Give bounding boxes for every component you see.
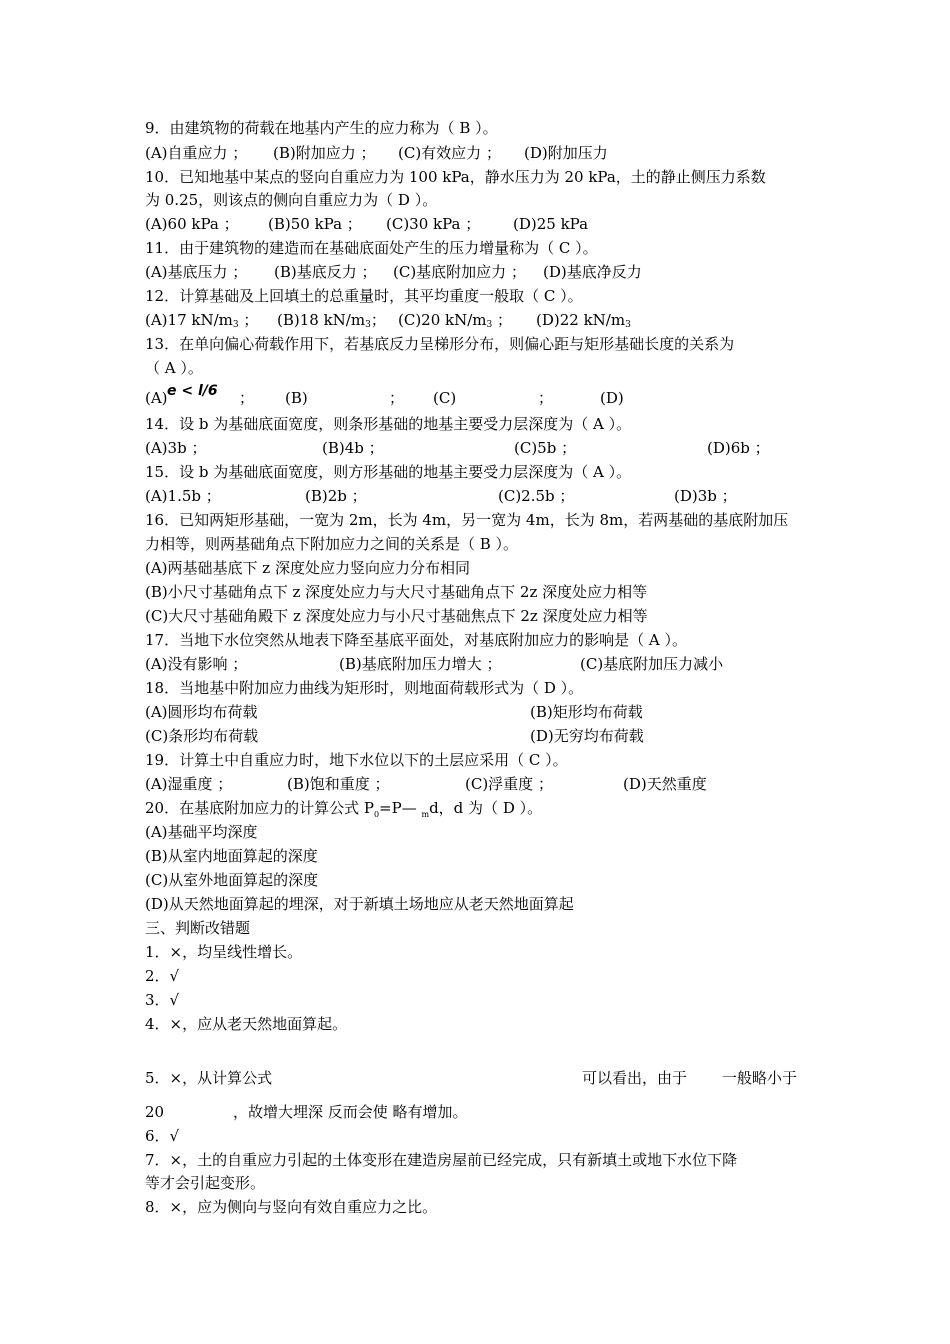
- q14-option-c: (C)5b ；: [514, 439, 577, 457]
- q10-stem-2: 为 0.25，则该点的侧向自重应力为（ D ）。: [145, 191, 438, 209]
- answer-6: 6．√: [145, 1127, 180, 1145]
- q15-option-a: (A)1.5b ；: [145, 487, 221, 505]
- q13-option-c-separator: ；: [538, 389, 554, 407]
- q13-option-a-separator: ；: [239, 389, 255, 407]
- answer-5-part-1: 5．×，从计算公式: [145, 1069, 273, 1087]
- answer-5-part-4: 20: [145, 1103, 165, 1121]
- answer-2: 2．√: [145, 967, 180, 985]
- q17-option-c: (C)基底附加压力减小: [580, 655, 724, 673]
- q16-option-c: (C)大尺寸基础角殿下 z 深度处应力与小尺寸基础焦点下 2z 深度处应力相等: [145, 607, 648, 625]
- q10-stem-1: 10．已知地基中某点的竖向自重应力为 100 kPa，静水压力为 20 kPa，土的静止侧压力系数: [145, 168, 766, 186]
- q19-option-c: (C)浮重度 ；: [465, 775, 553, 793]
- q10-option-c: (C)30 kPa ；: [386, 215, 481, 233]
- q16-option-b: (B)小尺寸基础角点下 z 深度处应力与大尺寸基础角点下 2z 深度处应力相等: [145, 583, 648, 601]
- q18-stem: 18．当地基中附加应力曲线为矩形时，则地面荷载形式为（ D ）。: [145, 679, 584, 697]
- q10-option-a: (A)60 kPa ；: [145, 215, 239, 233]
- q18-option-c: (C)条形均布荷载: [145, 727, 259, 745]
- q13-stem-1: 13．在单向偏心荷载作用下，若基底反力呈梯形分布，则偏心距与矩形基础长度的关系为: [145, 335, 735, 353]
- q13-option-a: (A): [145, 389, 168, 407]
- q13-stem-2: （ A ）。: [145, 359, 203, 377]
- q19-option-b: (B)饱和重度 ；: [287, 775, 390, 793]
- q11-option-d: (D)基底净反力: [543, 263, 642, 281]
- q18-option-b: (B)矩形均布荷载: [530, 703, 643, 721]
- q12-option-d: (D)22 $kN/m^3$: [536, 311, 631, 330]
- answer-7-line-1: 7．×，土的自重应力引起的土体变形在建造房屋前已经完成，只有新填土或地下水位下降: [145, 1151, 738, 1169]
- q16-option-a: (A)两基础基底下 z 深度处应力竖向应力分布相同: [145, 559, 470, 577]
- q20-option-d: (D)从天然地面算起的埋深，对于新填土场地应从老天然地面算起: [145, 895, 574, 913]
- q9-stem: 9．由建筑物的荷载在地基内产生的应力称为（ B ）。: [145, 119, 498, 137]
- q14-stem: 14．设 b 为基础底面宽度，则条形基础的地基主要受力层深度为（ A ）。: [145, 415, 632, 433]
- section-heading: 三、判断改错题: [145, 919, 251, 937]
- q15-option-d: (D)3b ；: [674, 487, 737, 505]
- q10-option-d: (D)25 kPa: [513, 215, 589, 233]
- answer-5-part-5: ，故增大埋深 反而会使 略有增加。: [233, 1103, 468, 1121]
- answer-4: 4．×，应从老天然地面算起。: [145, 1015, 348, 1033]
- q16-stem-2: 力相等，则两基础角点下附加应力之间的关系是（ B ）。: [145, 535, 519, 553]
- q9-option-b: (B)附加应力 ；: [273, 144, 376, 162]
- q9-option-d: (D)附加压力: [524, 144, 608, 162]
- q10-option-b: (B)50 kPa ；: [268, 215, 362, 233]
- answer-8: 8．×，应为侧向与竖向有效自重应力之比。: [145, 1198, 438, 1216]
- q13-handwritten-formula: e < l/6: [167, 383, 218, 399]
- q15-option-c: (C)2.5b ；: [498, 487, 575, 505]
- q9-option-c: (C)有效应力 ；: [398, 144, 501, 162]
- q14-option-b: (B)4b ；: [322, 439, 384, 457]
- q13-option-c: (C): [433, 389, 457, 407]
- answer-3: 3．√: [145, 991, 180, 1009]
- q11-option-a: (A)基底压力 ；: [145, 263, 248, 281]
- q17-option-a: (A)没有影响 ；: [145, 655, 248, 673]
- q19-option-a: (A)湿重度 ；: [145, 775, 233, 793]
- q13-option-b-separator: ；: [389, 389, 405, 407]
- q12-option-c: (C)20 $kN/m^3$ ；: [398, 311, 513, 330]
- q11-option-c: (C)基底附加应力 ；: [393, 263, 526, 281]
- q14-option-a: (A)3b ；: [145, 439, 207, 457]
- q20-option-b: (B)从室内地面算起的深度: [145, 847, 318, 865]
- q13-option-d: (D): [600, 389, 624, 407]
- q20-option-a: (A)基础平均深度: [145, 823, 258, 841]
- q9-option-a: (A)自重应力 ；: [145, 144, 248, 162]
- q12-option-a: (A)17 $kN/m^3$ ；: [145, 311, 259, 330]
- q18-option-d: (D)无穷均布荷载: [530, 727, 644, 745]
- q14-option-d: (D)6b ；: [707, 439, 770, 457]
- q11-stem: 11．由于建筑物的建造而在基础底面处产生的压力增量称为（ C ）。: [145, 239, 598, 257]
- q17-stem: 17．当地下水位突然从地表下降至基底平面处，对基底附加应力的影响是（ A ）。: [145, 631, 687, 649]
- q15-option-b: (B)2b ；: [305, 487, 367, 505]
- q18-option-a: (A)圆形均布荷载: [145, 703, 258, 721]
- q12-stem: 12．计算基础及上回填土的总重量时，其平均重度一般取（ C ）。: [145, 287, 583, 305]
- q17-option-b: (B)基底附加压力增大 ；: [339, 655, 502, 673]
- q19-option-d: (D)天然重度: [623, 775, 707, 793]
- q12-option-b: (B)18 $kN/m^3$；: [277, 311, 386, 330]
- q11-option-b: (B)基底反力 ；: [274, 263, 377, 281]
- answer-5-part-3: 一般略小于: [722, 1069, 798, 1087]
- q19-stem: 19．计算土中自重应力时，地下水位以下的土层应采用（ C ）。: [145, 751, 568, 769]
- q20-option-c: (C)从室外地面算起的深度: [145, 871, 319, 889]
- answer-7-line-2: 等才会引起变形。: [145, 1174, 266, 1192]
- q20-stem: 20．在基底附加应力的计算公式 $P_0=P—$ $_m$d，d 为（ D ）。: [145, 799, 543, 819]
- answer-1: 1．×，均呈线性增长。: [145, 943, 303, 961]
- q15-stem: 15．设 b 为基础底面宽度，则方形基础的地基主要受力层深度为（ A ）。: [145, 463, 632, 481]
- q13-option-b: (B): [285, 389, 308, 407]
- answer-5-part-2: 可以看出，由于: [582, 1069, 688, 1087]
- q16-stem-1: 16．已知两矩形基础，一宽为 2m，长为 4m，另一宽为 4m，长为 8m，若两基础的基底附加压: [145, 511, 789, 529]
